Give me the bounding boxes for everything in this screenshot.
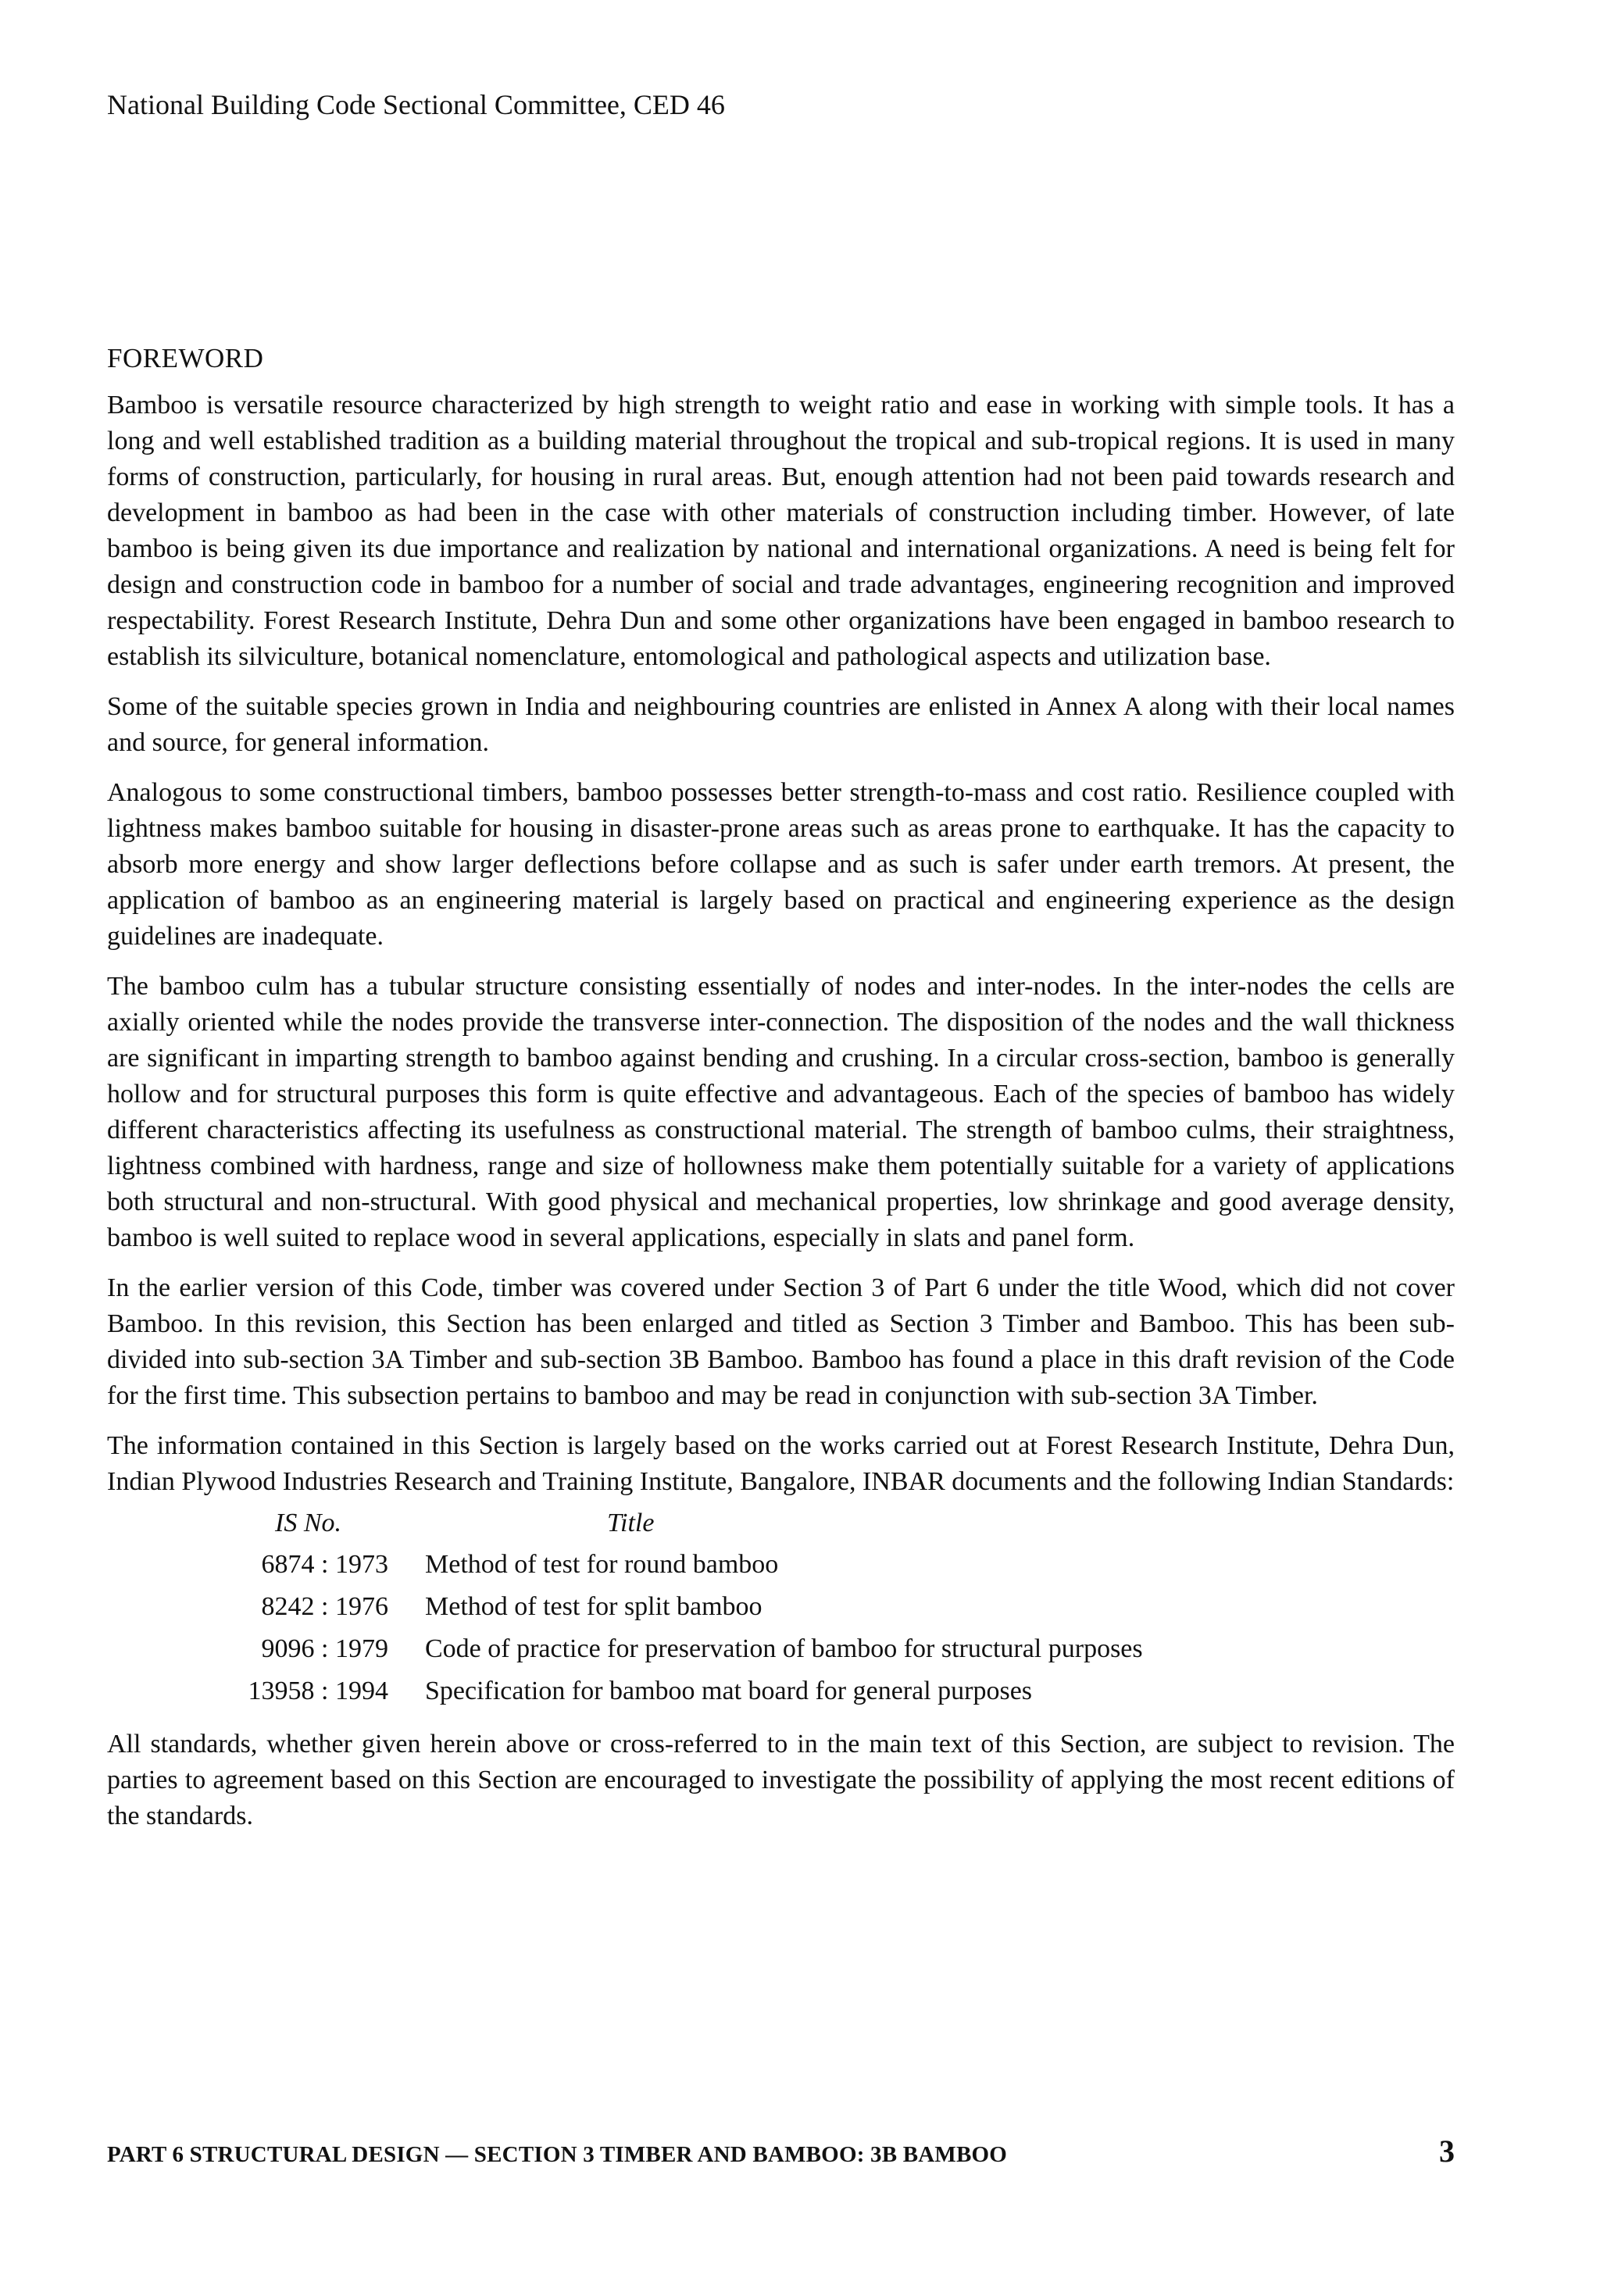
standard-title: Method of test for round bamboo: [425, 1550, 779, 1579]
foreword-paragraph: The information contained in this Section is largely based on the works carried out at Forest Research Institute, Dehra Dun, Indian Plywood Industries Research and Training Institute, Bangalore, INBAR documents and the following Indian Standards:: [107, 1431, 1455, 1496]
foreword-title: FOREWORD: [107, 343, 264, 373]
foreword-paragraph: Analogous to some constructional timbers, bamboo possesses better strength-to-mass and cost ratio. Resilience coupled with lightness makes bamboo suitable for housing in disaster-prone areas such as areas prone to earthquake. It has the capacity to absorb more energy and show larger deflections before collapse and as such is safer under earth tremors. At present, the application of bamboo as an engineering material is largely based on practical and engineering experience as the design guidelines are inadequate.: [107, 778, 1455, 951]
foreword-paragraph: The bamboo culm has a tubular structure consisting essentially of nodes and inter-nodes. In the inter-nodes the cells are axially oriented while the nodes provide the transverse inter-connection. The disposition of the nodes and the wall thickness are significant in imparting strength to bamboo against bending and crushing. In a circular cross-section, bamboo is generally hollow and for structural purposes this form is quite effective and advantageous. Each of the species of bamboo has widely different characteristics affecting its usefulness as constructional material. The strength of bamboo culms, their straightness, lightness combined with hardness, range and size of hollowness make them potentially suitable for a variety of applications both structural and non-structural. With good physical and mechanical properties, low shrinkage and good average density, bamboo is well suited to replace wood in several applications, especially in slats and panel form.: [107, 972, 1455, 1252]
is-number: 6874 : 1973: [261, 1550, 388, 1579]
table-row: [107, 1586, 1143, 1628]
running-header: National Building Code Sectional Committee, CED 46: [107, 89, 725, 120]
table-row: [107, 1544, 1143, 1586]
table-row: [107, 1628, 1143, 1670]
standards-table-header: [107, 1503, 1143, 1544]
footer-section-title: PART 6 STRUCTURAL DESIGN — SECTION 3 TIMBER AND BAMBOO: 3B BAMBOO: [107, 2142, 1008, 2167]
column-header-is-no: IS No.: [275, 1509, 341, 1537]
running-footer: [107, 2134, 1455, 2170]
foreword-section: [107, 341, 1455, 1848]
foreword-paragraph: Bamboo is versatile resource characterized by high strength to weight ratio and ease in working with simple tools. It has a long and well established tradition as a building material throughout the tropical and sub-tropical regions. It is used in many forms of construction, particularly, for housing in rural areas. But, enough attention had not been paid towards research and development in bamboo as had been in the case with other materials of construction including timber. However, of late bamboo is being given its due importance and realization by national and international organizations. A need is being felt for design and construction code in bamboo for a number of social and trade advantages, engineering recognition and improved respectability. Forest Research Institute, Dehra Dun and some other organizations have been engaged in bamboo research to establish its silviculture, botanical nomenclature, entomological and pathological aspects and utilization base.: [107, 391, 1455, 671]
standard-title: Method of test for split bamboo: [425, 1592, 762, 1621]
column-header-title: Title: [607, 1509, 655, 1537]
foreword-paragraph: In the earlier version of this Code, timber was covered under Section 3 of Part 6 under the title Wood, which did not cover Bamboo. In this revision, this Section has been enlarged and titled as Section 3 Timber and Bamboo. This has been sub-divided into sub-section 3A Timber and sub-section 3B Bamboo. Bamboo has found a place in this draft revision of the Code for the first time. This subsection pertains to bamboo and may be read in conjunction with sub-section 3A Timber.: [107, 1273, 1455, 1410]
is-number: 8242 : 1976: [261, 1592, 388, 1621]
page-number: 3: [1439, 2134, 1455, 2169]
standard-title: Specification for bamboo mat board for general purposes: [425, 1676, 1033, 1705]
is-number: 9096 : 1979: [261, 1634, 388, 1663]
standards-table: [107, 1503, 1143, 1712]
table-row: [107, 1670, 1143, 1712]
closing-paragraph: All standards, whether given herein above or cross-referred to in the main text of this Section, are subject to revision. The parties to agreement based on this Section are encouraged to investigate the possibility of applying the most recent editions of the standards.: [107, 1730, 1455, 1830]
standard-title: Code of practice for preservation of bamboo for structural purposes: [425, 1634, 1143, 1663]
foreword-paragraph: Some of the suitable species grown in India and neighbouring countries are enlisted in Annex A along with their local names and source, for general information.: [107, 692, 1455, 757]
is-number: 13958 : 1994: [248, 1676, 388, 1705]
